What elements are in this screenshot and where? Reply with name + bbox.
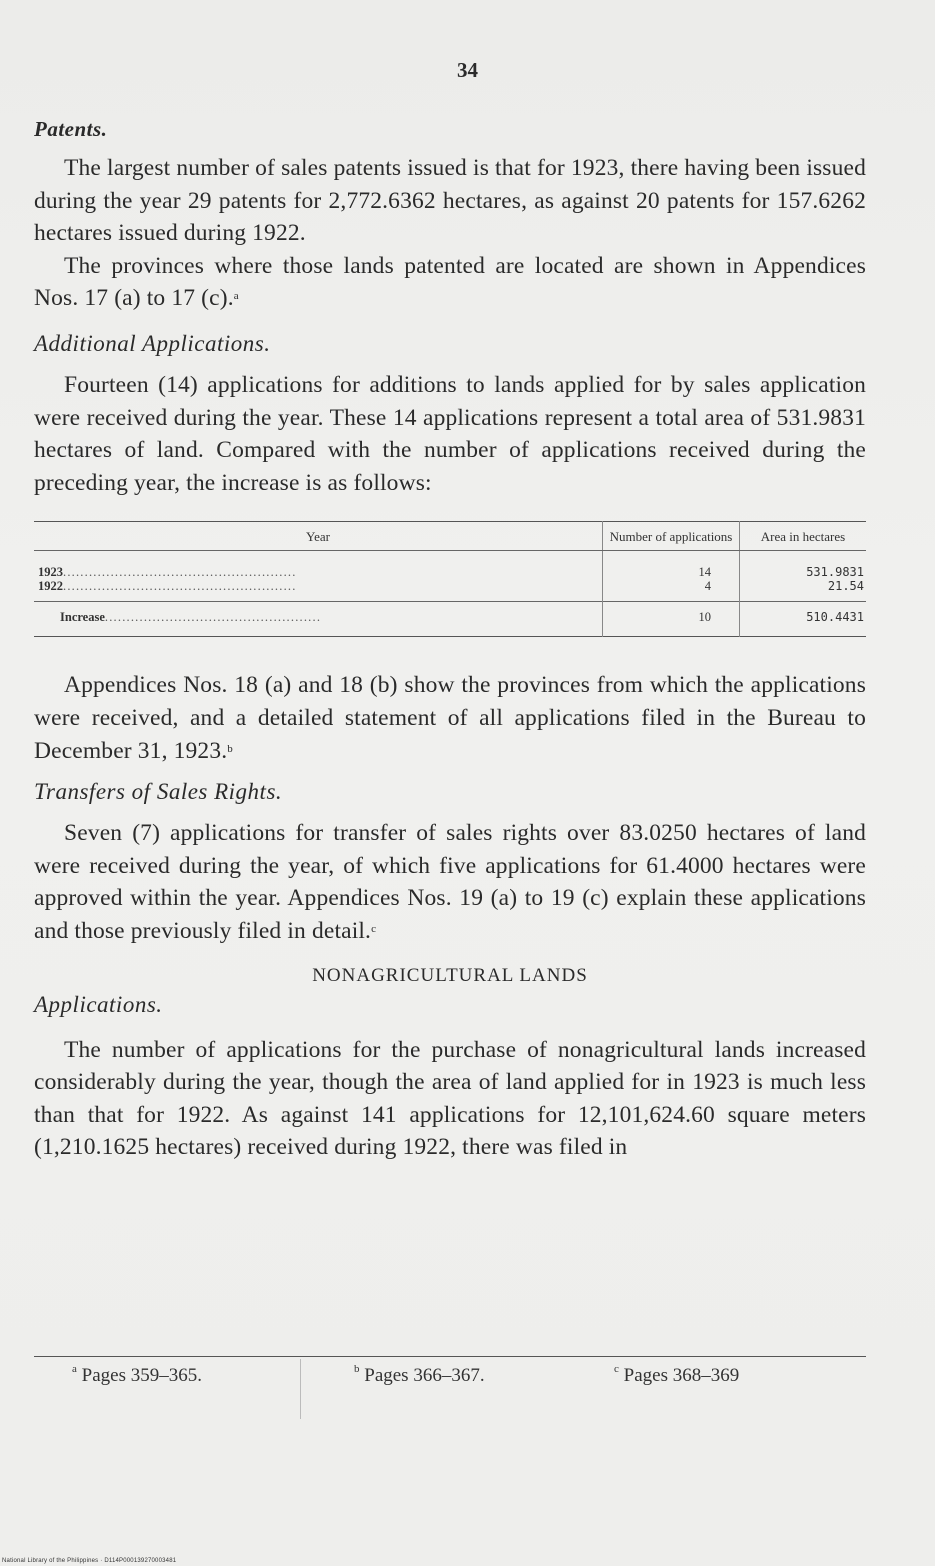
heading-patents: Patents. (34, 117, 108, 141)
row-area: 21.54 (740, 579, 867, 602)
footnotes (34, 1356, 866, 1386)
footnote-divider (300, 1359, 301, 1419)
paragraph-appendices-18 (34, 669, 866, 767)
library-stamp: National Library of the Philippines · D114P000139270003481 (2, 1558, 177, 1564)
header-year: Year (34, 522, 603, 551)
footnote-marker: b (354, 1363, 360, 1375)
row-number: 14 (603, 551, 740, 580)
paragraph-patents-2 (34, 250, 866, 315)
page-number: 34 (457, 58, 478, 82)
leader-dots: ...................................................... (63, 579, 297, 594)
section-title-nonagricultural: NONAGRICULTURAL LANDS (312, 964, 588, 986)
page-body (34, 112, 866, 1164)
row-year: 1923 (38, 565, 63, 580)
footnote-a (72, 1365, 202, 1387)
row-area: 531.9831 (740, 551, 867, 580)
row-number: 4 (603, 579, 740, 602)
footnote-ref-b: b (227, 742, 233, 755)
heading-transfers: Transfers of Sales Rights. (34, 779, 283, 805)
paragraph-appendices-18-text: Appendices Nos. 18 (a) and 18 (b) show the provinces from which the applications were received, and a detailed statement of all applications filed in the Bureau to December 31, 1923. (34, 672, 866, 764)
increase-table (34, 521, 866, 637)
footnote-marker: c (614, 1363, 619, 1375)
footnote-c (614, 1365, 739, 1387)
heading-applications: Applications. (34, 991, 163, 1017)
footnote-b (354, 1365, 485, 1387)
total-label: Increase (60, 610, 105, 625)
paragraph-patents-1: The largest number of sales patents issued is that for 1923, there having been issued during the year 29 patents for 2,772.6362 hectares, as against 20 patents for 157.6262 hectares issued during 1922. (34, 155, 866, 247)
footnote-text: Pages 359–365. (81, 1365, 202, 1386)
table-row (34, 579, 866, 602)
paragraph-additional-applications: Fourteen (14) applications for additions to lands applied for by sales application were received during the year. These 14 applications represent a total area of 531.9831 hectares of land. Compared with the number of applications received during the preceding year, the increase is as follows: (34, 371, 866, 496)
footnote-ref-a: a (233, 290, 239, 303)
footnote-text: Pages 368–369 (623, 1365, 740, 1386)
table-row (34, 551, 866, 580)
footnote-text: Pages 366–367. (364, 1365, 485, 1386)
header-area-in-hectares: Area in hectares (740, 522, 867, 551)
footnote-marker: a (72, 1363, 77, 1375)
paragraph-nonagricultural: The number of applications for the purchase of nonagricultural lands increased considerably during the year, though the area of land applied for in 1923 is much less than that for 1922. As against 141 applications for 12,101,624.60 square meters (1,210.1625 hectares) received during 1922, there was filed in (34, 1036, 866, 1161)
heading-additional-applications: Additional Applications. (34, 330, 271, 356)
table-total-row (34, 602, 866, 637)
leader-dots: .................................................. (104, 610, 322, 625)
row-year: 1922 (38, 579, 63, 594)
paragraph-patents-2-text: The provinces where those lands patented are located are shown in Appendices Nos. 17 (a) to 17 (c). (34, 252, 866, 312)
header-number-of-applications: Number of applications (603, 522, 740, 551)
paragraph-transfers-text: Seven (7) applications for transfer of sales rights over 83.0250 hectares of land were received during the year, of which five applications for 61.4000 hectares were approved within the year. Appendices Nos. 19 (a) to 19 (c) explain these applications and those previously filed in detail. (34, 820, 866, 944)
paragraph-transfers (34, 817, 866, 947)
leader-dots: ...................................................... (63, 565, 297, 580)
total-area: 510.4431 (740, 602, 867, 637)
footnote-ref-c: c (371, 922, 377, 935)
total-number: 10 (603, 602, 740, 637)
